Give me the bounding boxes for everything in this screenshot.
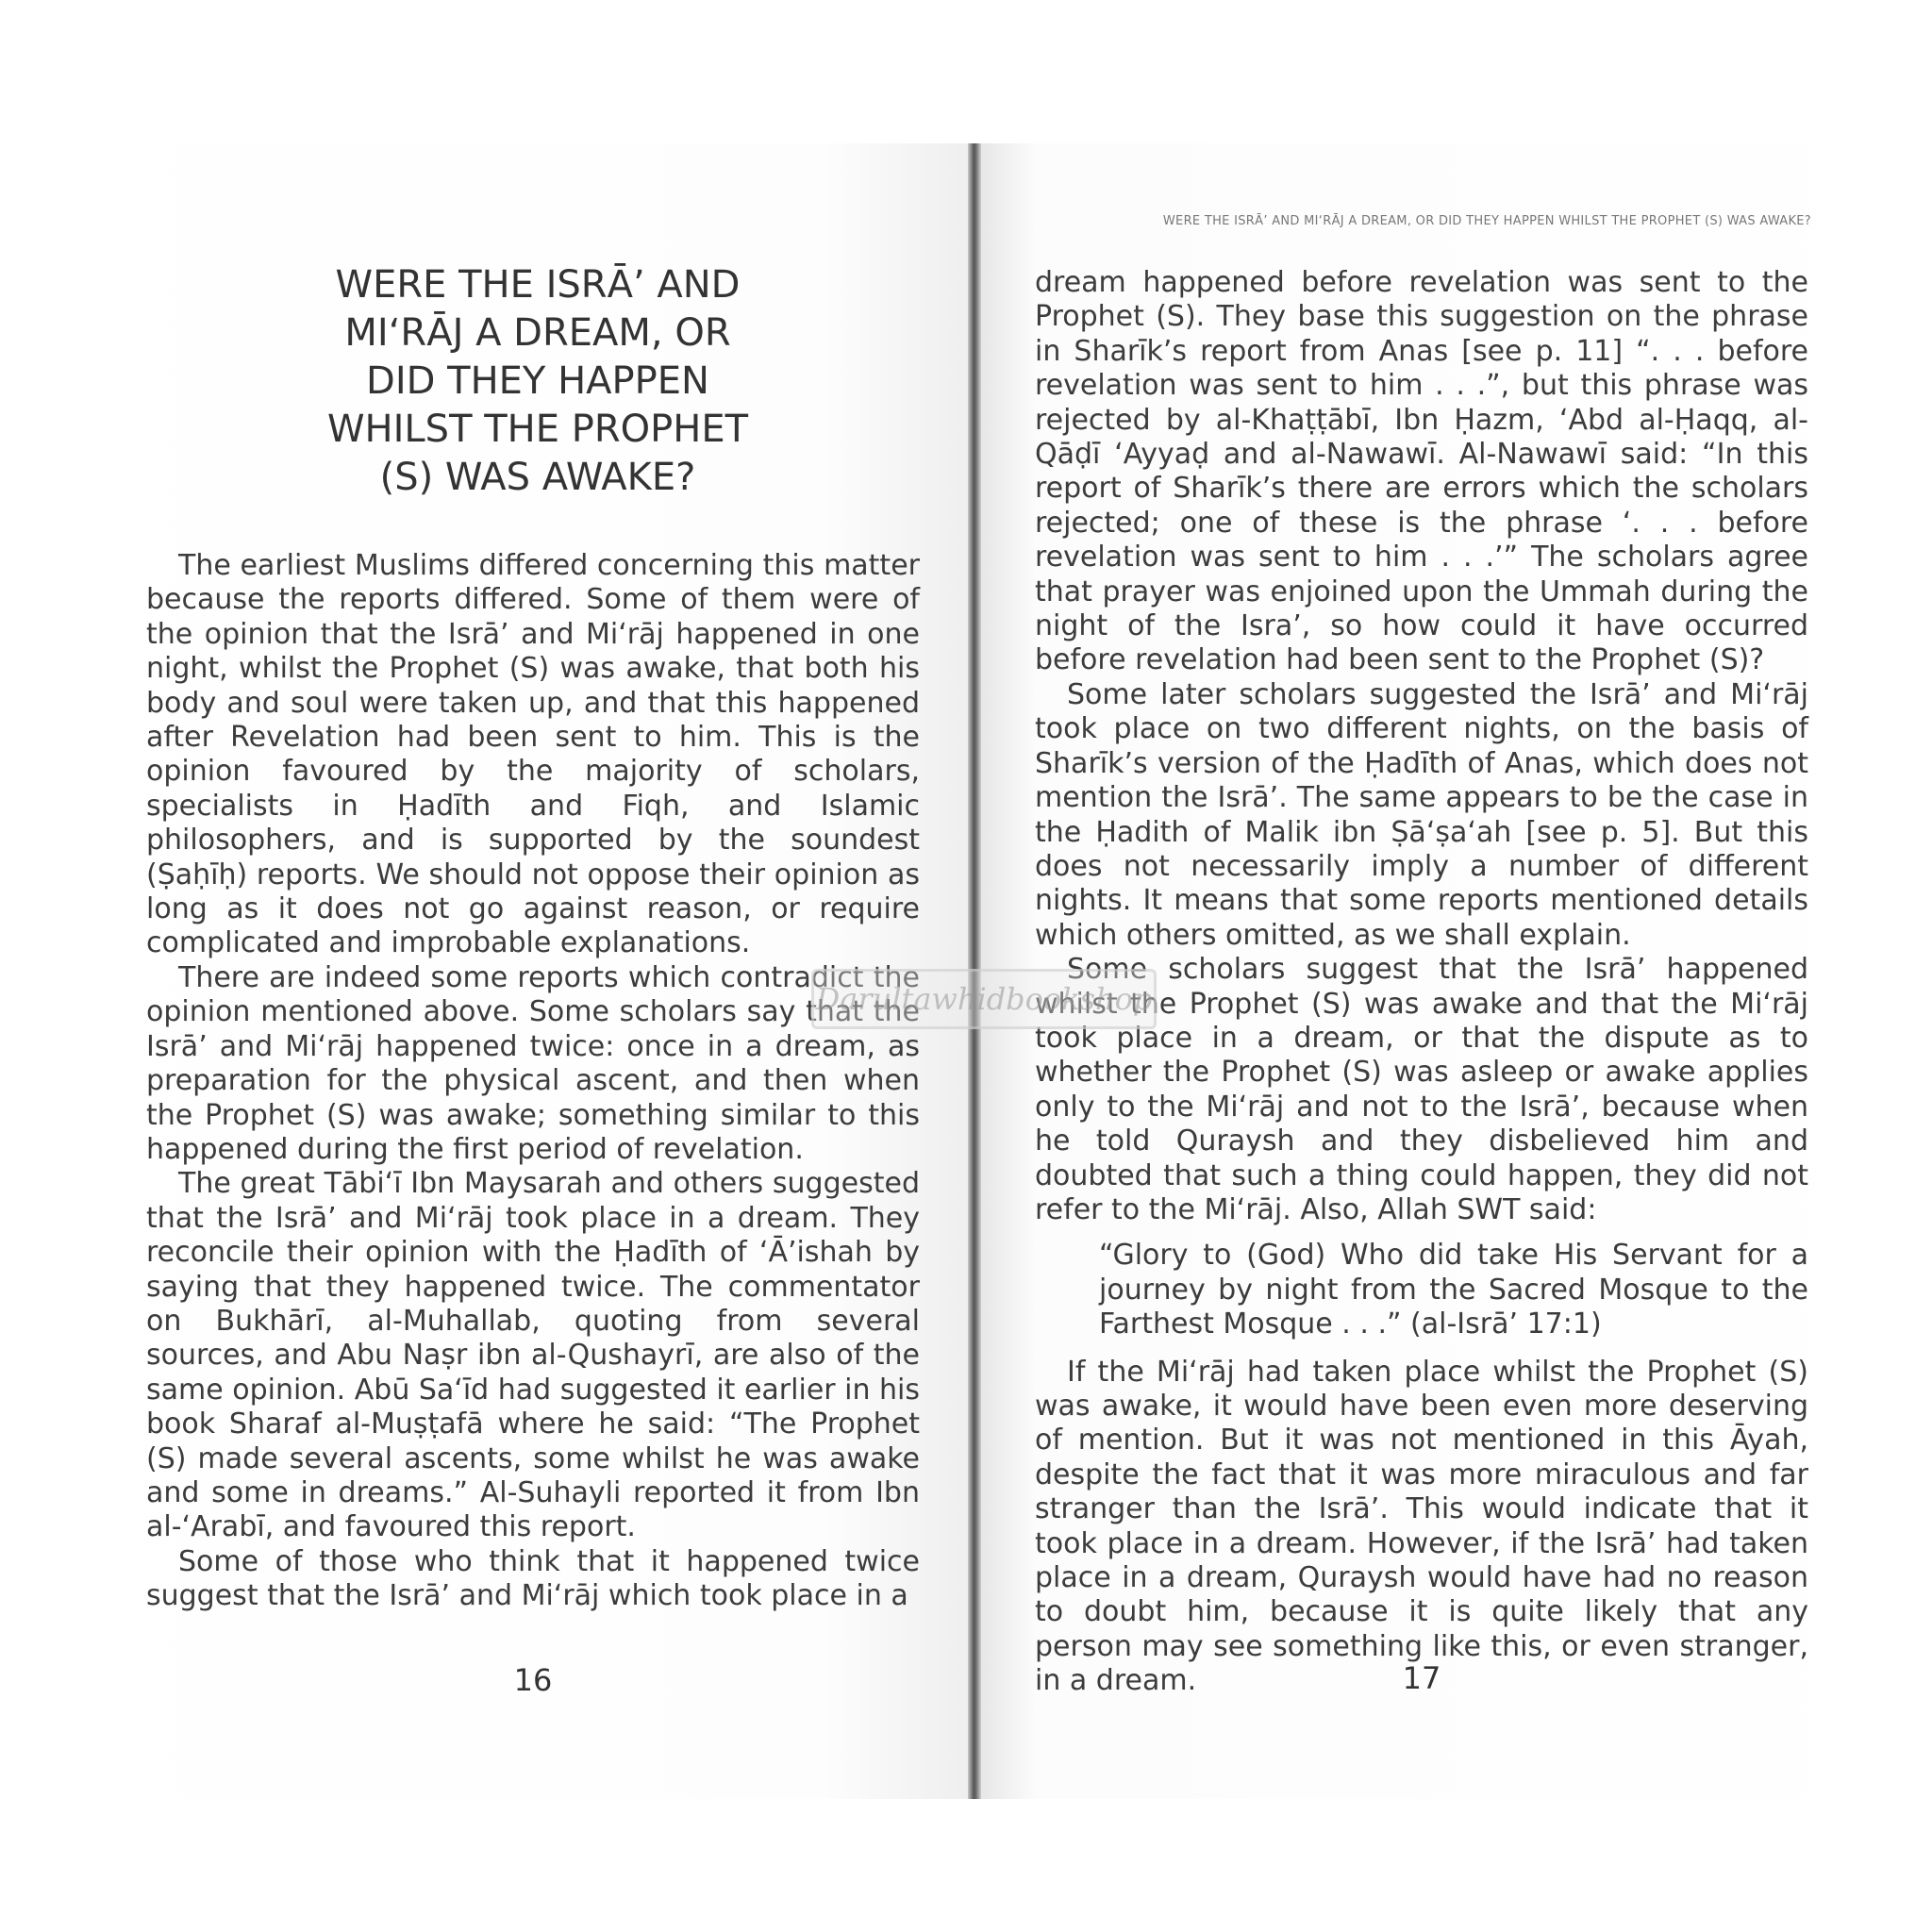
chapter-title-line: MI‘RĀJ A DREAM, OR (344, 311, 731, 355)
chapter-title (236, 261, 840, 502)
body-paragraph: Some scholars suggest that the Isrā’ happened whilst the Prophet (S) was awake and that the Mi‘rāj took place in a dream, or that the dispute as to whether the Prophet (S) was asleep or awake applies only to the Mi‘rāj and not to the Isrā’, because when he told Quraysh and they disbelieved him and doubted that such a thing could happen, they did not refer to the Mi‘rāj. Also, Allah SWT said: (1035, 953, 1808, 1226)
body-paragraph: dream happened before revelation was sent to the Prophet (S). They base this suggestion on the phrase in Sharīk’s report from Anas [see p. 11] “. . . before revelation was sent to him . . .”, but this phrase was rejected by al-Khaṭṭābī, Ibn Ḥazm, ‘Abd al-Ḥaqq, al-Qāḍī ‘Ayyaḍ and al-Nawawī. Al-Nawawī said: “In this report of Sharīk’s there are errors which the scholars rejected; one of these is the phrase ‘. . . before revelation was sent to him . . .’” The scholars agree that prayer was enjoined upon the Ummah during the night of the Isra’, so how could it have occurred before revelation had been sent to the Prophet (S)? (1035, 266, 1808, 677)
watermark: Darultawhidbookshop (811, 969, 1157, 1029)
body-paragraph: There are indeed some reports which contradict the opinion mentioned above. Some scholars say that the Isrā’ and Mi‘rāj happened twice: once in a dream, as preparation for the physical ascent, and then when the Prophet (S) was awake; something similar to this happened during the first period of revelation. (146, 960, 920, 1166)
body-paragraph: The earliest Muslims differed concerning this matter because the reports differed. Some of them were of the opinion that the Isrā’ and Mi‘rāj happened in one night, whilst the Prophet (S) was awake, that both his body and soul were taken up, and that this happened after Revelation had been sent to him. This is the opinion favoured by the majority of scholars, specialists in Ḥadīth and Fiqh, and Islamic philosophers, and is supported by the soundest (Ṣaḥīḥ) reports. We should not oppose their opinion as long as it does not go against reason, or require complicated and improbable explanations. (146, 549, 920, 960)
block-quote: “Glory to (God) Who did take His Servant for a journey by night from the Sacred Mosque to the Farthest Mosque . . .” (al-Isrā’ 17:1) (1099, 1239, 1808, 1341)
left-text-column (146, 549, 920, 1614)
chapter-title-line: WERE THE ISRĀ’ AND (335, 263, 741, 307)
body-paragraph: Some later scholars suggested the Isrā’ and Mi‘rāj took place on two different nights, on the basis of Sharīk’s version of the Ḥadīth of Anas, which does not mention the Isrā’. The same appears to be the case in the Ḥadith of Malik ibn Ṣā‘ṣa‘ah [see p. 5]. But this does not necessarily imply a number of different nights. It means that some reports mentioned details which others omitted, as we shall explain. (1035, 677, 1808, 952)
page-number-left: 16 (513, 1662, 553, 1698)
page-number-right: 17 (1402, 1660, 1441, 1696)
book-spread (0, 143, 1932, 1799)
running-head: WERE THE ISRĀ’ AND MI‘RĀJ A DREAM, OR DID THEY HAPPEN WHILST THE PROPHET (S) WAS AWAKE? (1162, 214, 1811, 228)
body-paragraph: The great Tābi‘ī Ibn Maysarah and others suggested that the Isrā’ and Mi‘rāj took place in a dream. They reconcile their opinion with the Ḥadīth of ‘Ā’ishah by saying that they happened twice. The commentator on Bukhārī, al-Muhallab, quoting from several sources, and Abu Naṣr ibn al-Qushayrī, are also of the same opinion. Abū Sa‘īd had suggested it earlier in his book Sharaf al-Muṣṭafā where he said: “The Prophet (S) made several ascents, some whilst he was awake and some in dreams.” Al-Suhayli reported it from Ibn al-‘Arabī, and favoured this report. (146, 1167, 921, 1544)
body-paragraph: Some of those who think that it happened twice suggest that the Isrā’ and Mi‘rāj which took place in a (146, 1544, 920, 1613)
chapter-title-line: (S) WAS AWAKE? (379, 456, 696, 499)
body-paragraph: If the Mi‘rāj had taken place whilst the Prophet (S) was awake, it would have been even more deserving of mention. But it was not mentioned in this Āyah, despite the fact that it was more miraculous and far stranger than the Isrā’. This would indicate that it took place in a dream. However, if the Isrā’ had taken place in a dream, Quraysh would have had no reason to doubt him, because it is quite likely that any person may see something like this, or even stranger, in a dream. (1035, 1355, 1808, 1698)
chapter-title-line: DID THEY HAPPEN (366, 359, 709, 403)
chapter-title-line: WHILST THE PROPHET (326, 408, 749, 451)
